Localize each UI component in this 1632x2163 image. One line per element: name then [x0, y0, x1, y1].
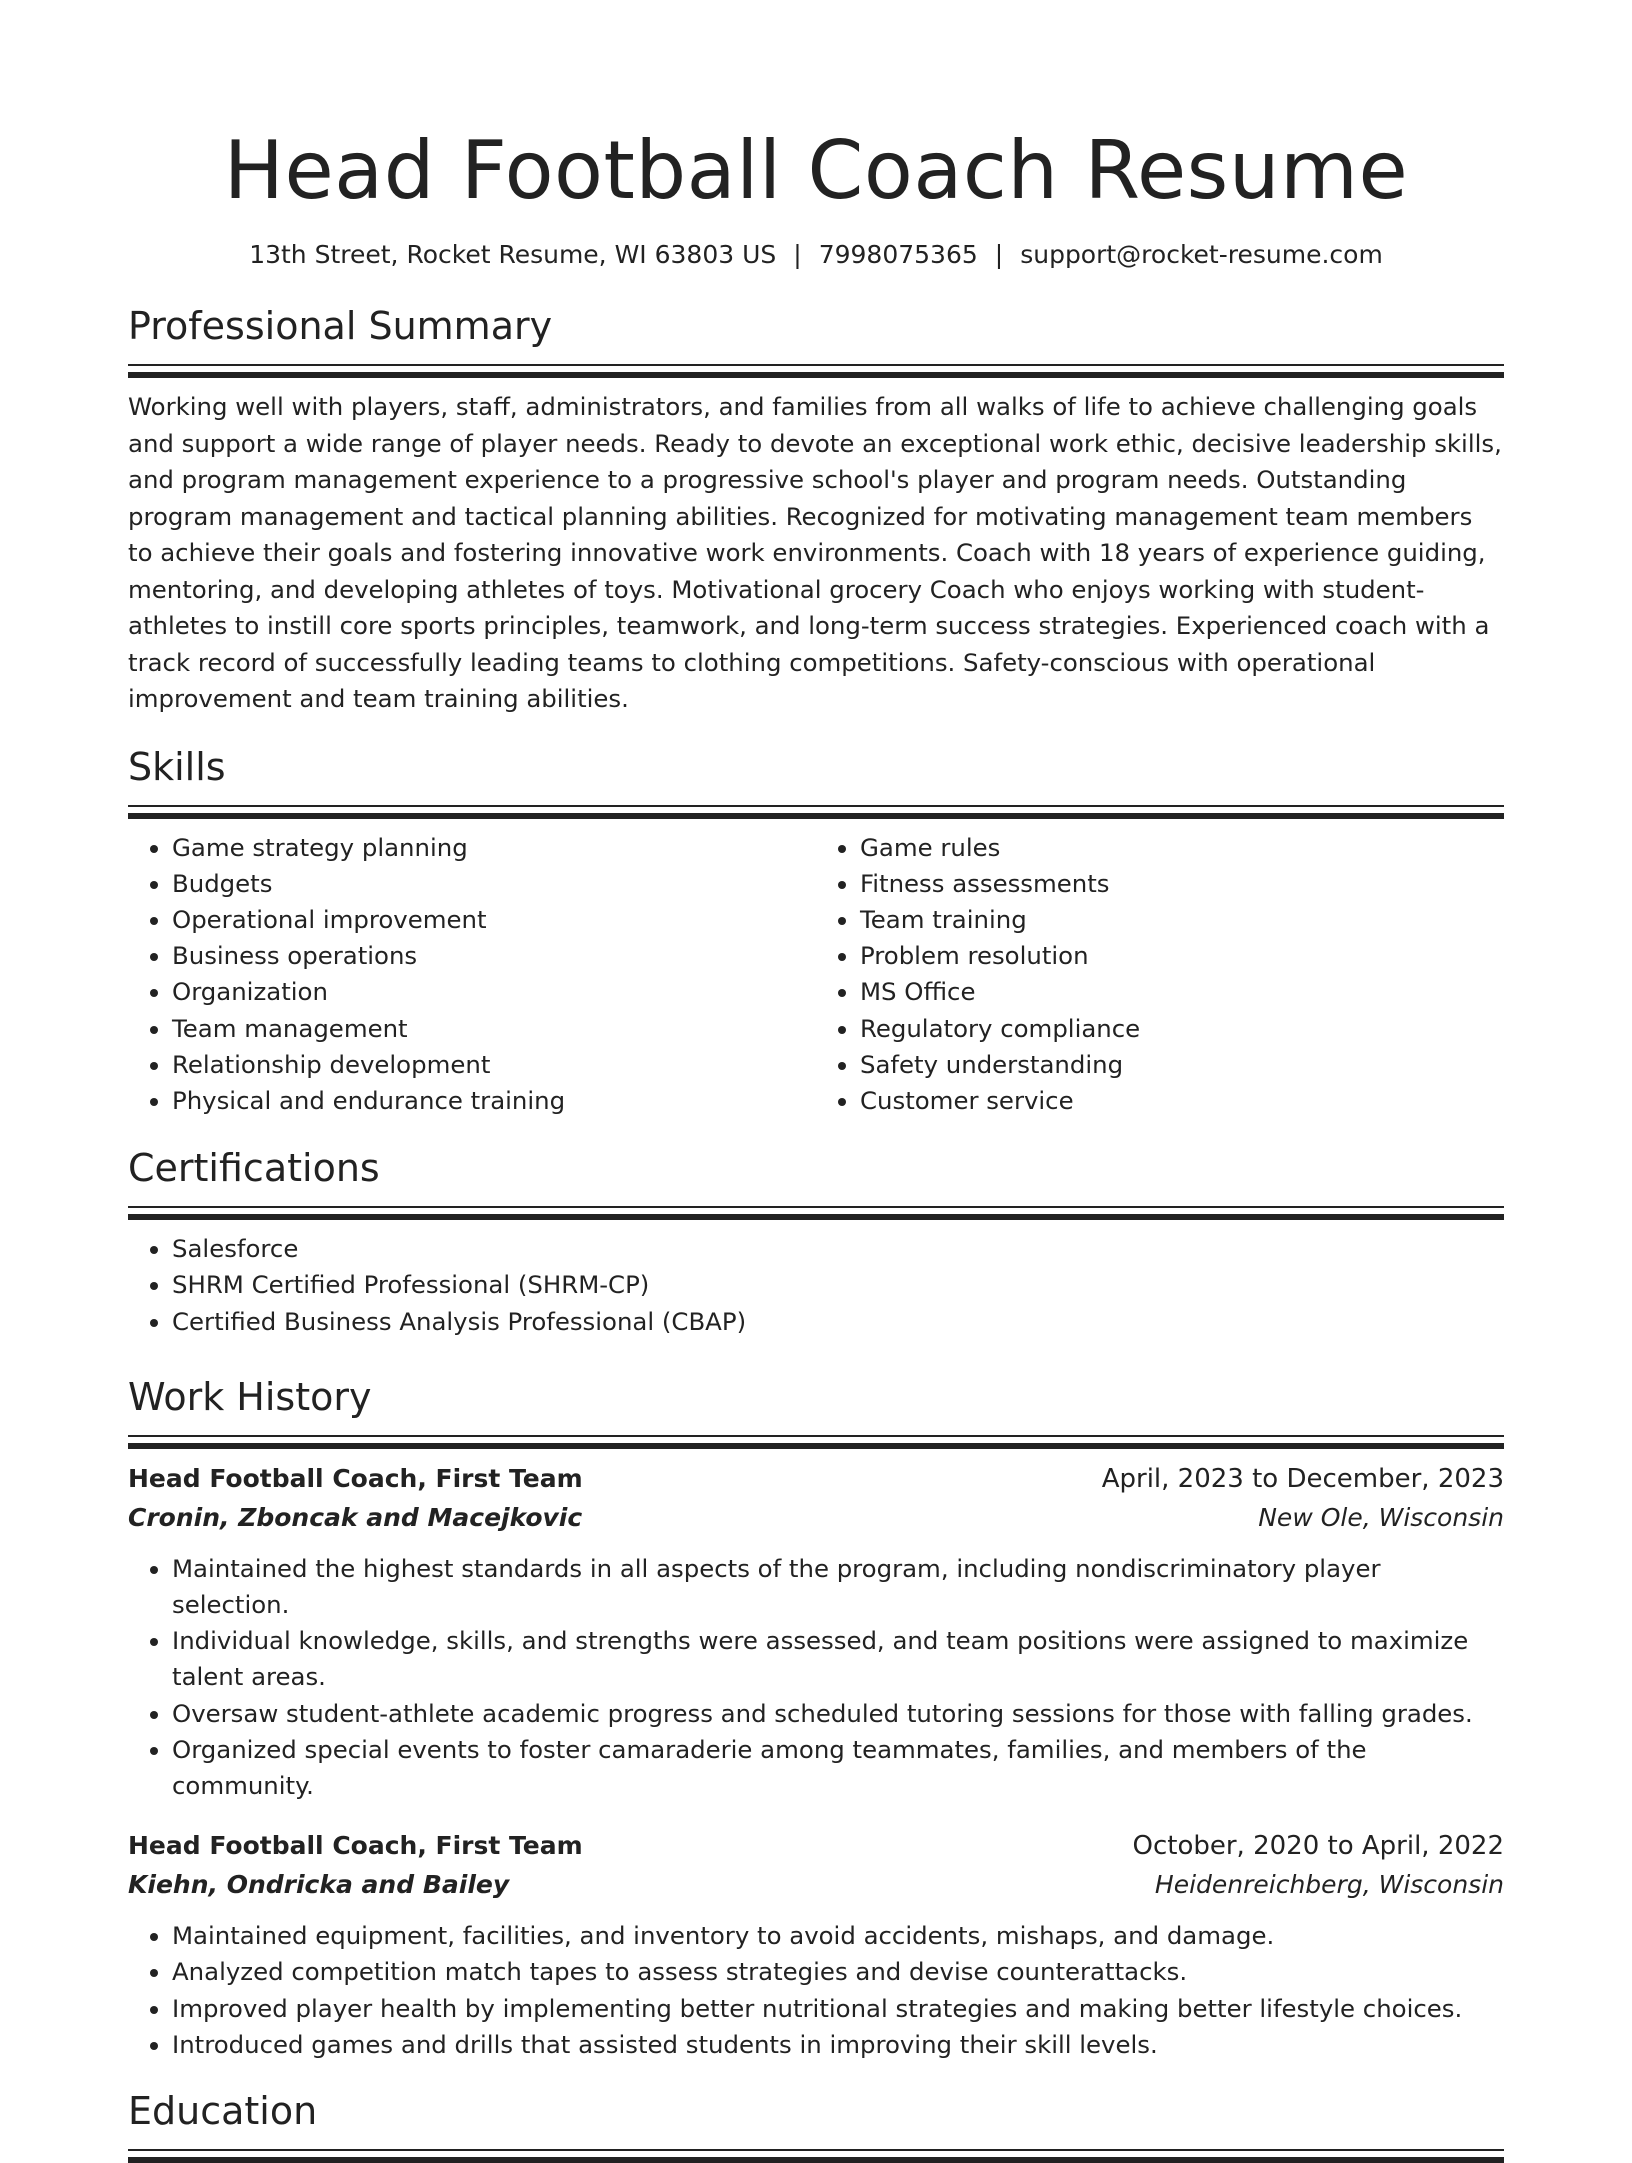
skill-item: • Organization — [172, 974, 816, 1010]
skills-list-left — [128, 830, 816, 1120]
certifications-section — [128, 1144, 1504, 1340]
skill-item: • MS Office — [860, 974, 1504, 1010]
certification-item: • Certified Business Analysis Professional (CBAP) — [172, 1304, 1504, 1340]
job-bullets — [128, 1918, 1504, 2063]
job-bullet: • Improved player health by implementing better nutritional strategies and making better lifestyle choices. — [172, 1991, 1504, 2027]
skill-item: • Game rules — [860, 830, 1504, 866]
job-subheader — [128, 1866, 1504, 1904]
job-bullet: • Analyzed competition match tapes to assess strategies and devise counterattacks. — [172, 1954, 1504, 1990]
job-bullet: • Individual knowledge, skills, and strengths were assessed, and team positions were assigned to maximize talent areas. — [172, 1623, 1504, 1695]
resume-page — [128, 0, 1504, 2163]
skill-item: • Budgets — [172, 866, 816, 902]
separator: | — [994, 240, 1004, 269]
section-heading: Work History — [128, 1374, 372, 1419]
email-link[interactable]: support@rocket-resume.com — [1020, 240, 1383, 269]
section-rule — [128, 1206, 1504, 1208]
job-subheader — [128, 1499, 1504, 1537]
section-rule — [128, 813, 1504, 819]
certification-item: • SHRM Certified Professional (SHRM-CP) — [172, 1267, 1504, 1303]
skills-section — [128, 743, 1504, 1120]
section-heading: Certifications — [128, 1146, 380, 1191]
address: 13th Street, Rocket Resume, WI 63803 US — [249, 240, 777, 269]
skill-item: • Problem resolution — [860, 938, 1504, 974]
skill-item: • Team management — [172, 1011, 816, 1047]
section-rule — [128, 364, 1504, 366]
job-bullet: • Oversaw student-athlete academic progress and scheduled tutoring sessions for those with falling grades. — [172, 1696, 1504, 1732]
phone: 7998075365 — [818, 240, 978, 269]
skill-item: • Fitness assessments — [860, 866, 1504, 902]
job-header — [128, 1459, 1504, 1499]
section-rule — [128, 372, 1504, 378]
skills-columns — [128, 830, 1504, 1120]
summary-section — [128, 302, 1504, 718]
job-company: Cronin, Zboncak and Macejkovic — [128, 1502, 583, 1532]
job-bullet: • Maintained equipment, facilities, and inventory to avoid accidents, mishaps, and damage. — [172, 1918, 1504, 1954]
section-rule — [128, 2149, 1504, 2151]
skill-item: • Team training — [860, 902, 1504, 938]
section-rule — [128, 1214, 1504, 1220]
job-title: Head Football Coach, First Team — [128, 1831, 583, 1861]
job-bullet: • Maintained the highest standards in all aspects of the program, including nondiscriminatory player selection. — [172, 1551, 1504, 1623]
page-title: Head Football Coach Resume — [223, 124, 1409, 217]
job-bullet: • Introduced games and drills that assisted students in improving their skill levels. — [172, 2027, 1504, 2063]
skill-item: • Customer service — [860, 1083, 1504, 1119]
job-dates: October, 2020 to April, 2022 — [1132, 1831, 1504, 1862]
section-rule — [128, 1443, 1504, 1449]
summary-text: Working well with players, staff, administrators, and families from all walks of life to achieve challenging goals and support a wide range of player needs. Ready to devote an exceptional work ethic, decisive leadership skills, and program management experience to a progressive school's player and program needs. Outstanding program management and tactical planning abilities. Recognized for motivating management team members to achieve their goals and fostering innovative work environments. Coach with 18 years of experience guiding, mentoring, and developing athletes of toys. Motivational grocery Coach who enjoys working with student-athletes to instill core sports principles, teamwork, and long-term success strategies. Experienced coach with a track record of successfully leading teams to clothing competitions. Safety-conscious with operational improvement and team training abilities. — [128, 392, 1502, 713]
section-rule — [128, 805, 1504, 807]
skill-item: • Business operations — [172, 938, 816, 974]
certification-item: • Salesforce — [172, 1231, 1504, 1267]
job-bullet: • Organized special events to foster camaraderie among teammates, families, and members of the community. — [172, 1732, 1504, 1804]
job-title: Head Football Coach, First Team — [128, 1463, 583, 1493]
skills-list-right — [816, 830, 1504, 1120]
section-heading: Education — [128, 2088, 318, 2133]
contact-line — [128, 238, 1504, 272]
skill-item: • Relationship development — [172, 1047, 816, 1083]
job-company: Kiehn, Ondricka and Bailey — [128, 1870, 510, 1900]
certifications-list — [128, 1231, 1504, 1340]
skill-item: • Operational improvement — [172, 902, 816, 938]
skill-item: • Safety understanding — [860, 1047, 1504, 1083]
job-entry — [128, 1826, 1504, 2063]
section-heading: Skills — [128, 744, 226, 789]
skill-item: • Physical and endurance training — [172, 1083, 816, 1119]
skill-item: • Regulatory compliance — [860, 1011, 1504, 1047]
job-dates: April, 2023 to December, 2023 — [1101, 1463, 1504, 1494]
section-rule — [128, 1435, 1504, 1437]
section-rule — [128, 2157, 1504, 2163]
job-bullets — [128, 1551, 1504, 1804]
job-entry — [128, 1459, 1504, 1804]
job-location: New Ole, Wisconsin — [1258, 1502, 1504, 1532]
work-history-section — [128, 1373, 1504, 2063]
job-header — [128, 1826, 1504, 1866]
section-heading: Professional Summary — [128, 304, 553, 348]
separator: | — [793, 240, 802, 269]
job-location: Heidenreichberg, Wisconsin — [1154, 1870, 1504, 1900]
education-section — [128, 2087, 1504, 2163]
skill-item: • Game strategy planning — [172, 830, 816, 866]
